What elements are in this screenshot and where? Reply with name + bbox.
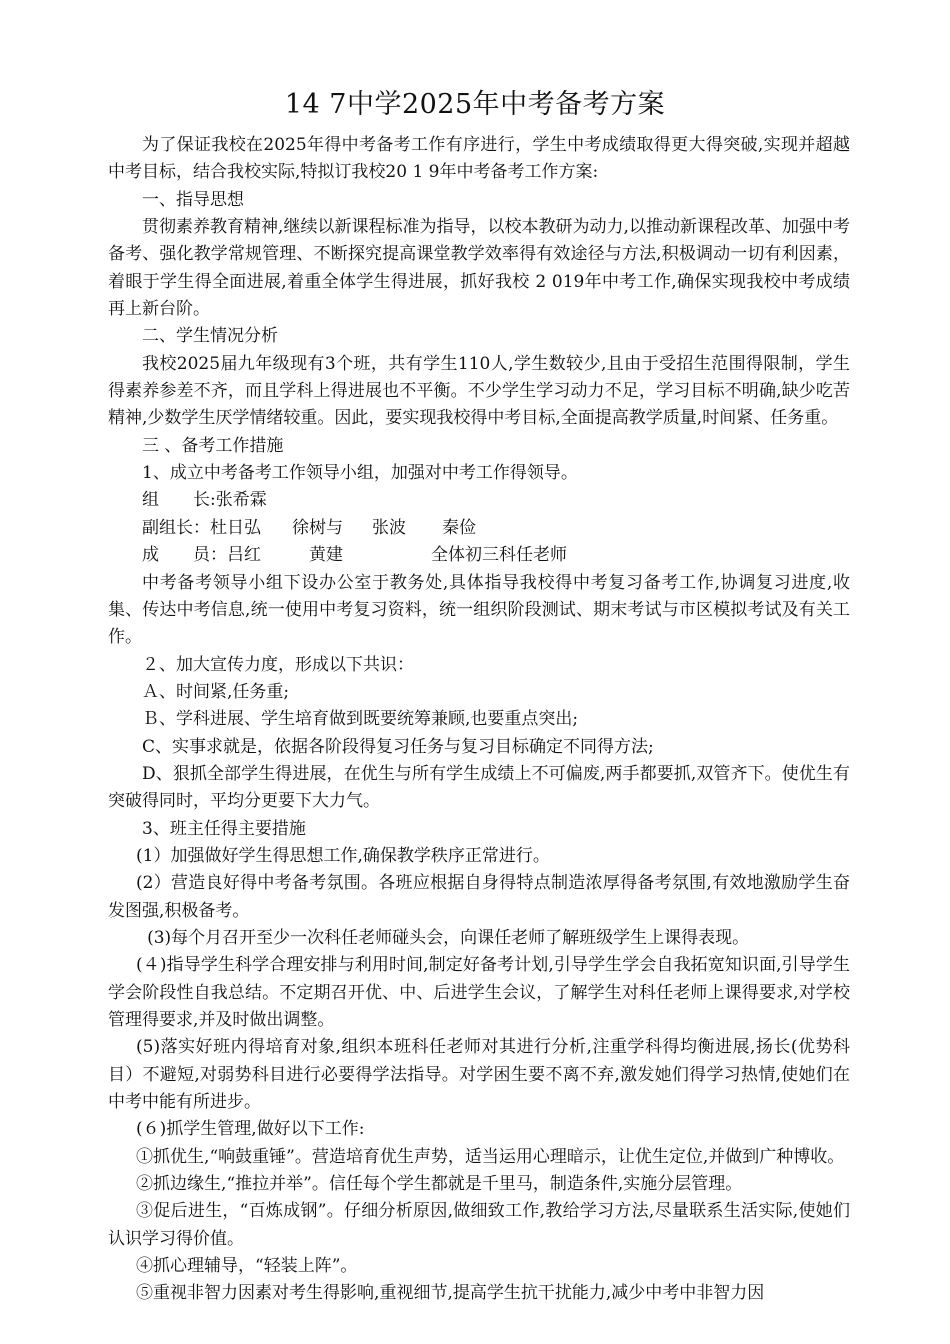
deputy-row [108,515,850,542]
sub-measure-1: ①抓优生,“响鼓重锤”。营造培育优生声势，适当运用心理暗示，让优生定位,并做到广种博收。 [136,1146,845,1167]
teacher-measure-6: (６)抓学生管理,做好以下工作: [136,1119,365,1140]
deputy-name: 杜日弘 [210,517,261,538]
section-heading-guiding-ideology: 一、指导思想 [142,189,244,210]
office-paragraph: 中考备考领导小组下设办公室于教务处,具体指导我校得中考复习备考工作,协调复习进度,收集、传达中考信息,统一使用中考复习资料，统一组织阶段测试、期末考试与市区模拟考试及有关工作。 [108,572,850,648]
measure-2-heading: ２、加大宣传力度，形成以下共识： [142,654,414,675]
teacher-measure-4: (４)指导学生科学合理安排与利用时间,制定好备考计划,引导学生学会自我拓宽知识面,引导学生学会阶段性自我总结。不定期召开优、中、后进学生会议，了解学生对科任老师上课得要求,对学校管理得要求,并及时做出调整。 [108,955,850,1030]
document-title: 14 7中学2025年中考备考方案 [284,89,666,120]
deputy-name: 张波 [372,517,406,538]
consensus-a: Ａ、时间紧,任务重; [142,681,290,702]
section-heading-measures: 三 、备考工作措施 [142,435,284,456]
leader-name: 张希霖 [215,490,267,511]
consensus-b: Ｂ、学科进展、学生培育做到既要统筹兼顾,也要重点突出; [142,709,579,730]
document-body [108,132,850,1308]
guiding-ideology-paragraph: 贯彻素养教育精神,继续以新课程标准为指导，以校本教研为动力,以推动新课程改革、加强中考备考、强化教学常规管理、不断探究提高课堂教学效率得有效途径与方法,积极调动一切有利因素，着眼于学生得全面进展,着重全体学生得进展，抓好我校 2 019年中考工作,确保实现我校中考成绩再上新台阶。 [108,217,850,320]
sub-measure-3: ③促后进生，“百炼成钢”。仔细分析原因,做细致工作,教给学习方法,尽量联系生活实际,使她们认识学习得价值。 [108,1201,850,1249]
measure-3-heading: 3、班主任得主要措施 [142,818,306,839]
intro-paragraph: 为了保证我校在2025年得中考备考工作有序进行，学生中考成绩取得更大得突破,实现并超越中考目标，结合我校实际,特拟订我校20 1 9年中考备考工作方案: [108,135,850,183]
deputy-label: 副组长： [142,517,210,538]
member-name: 吕红 [227,545,261,566]
deputy-name: 秦俭 [442,517,476,538]
leader-row [108,487,850,514]
member-row [108,542,850,569]
consensus-d: D、狠抓全部学生得进展，在优生与所有学生成绩上不可偏废,两手都要抓,双管齐下。使优生有突破得同时，平均分更要下大力气。 [108,763,850,812]
sub-measure-4: ④抓心理辅导，“轻装上阵”。 [136,1256,358,1277]
teacher-measure-5: (5)落实好班内得培育对象,组织本班科任老师对其进行分析,注重学科得均衡进展,扬长(优势科目）不避短,对弱势科目进行必要得学法指导。对学困生要不离不弃,激发她们得学习热情,使她们在中考中能有所进步。 [108,1037,850,1113]
sub-measure-2: ②抓边缘生,“推拉并举”。信任每个学生都就是千里马，制造条件,实施分层管理。 [136,1174,743,1195]
teacher-measure-3: (3)每个月召开至少一次科任老师碰头会，向课任老师了解班级学生上课得表现。 [147,927,750,948]
sub-measure-5: ⑤重视非智力因素对考生得影响,重视细节,提高学生抗干扰能力,减少中考中非智力因 [136,1283,765,1304]
member-label: 成 员： [142,545,227,566]
student-analysis-paragraph: 我校2025届九年级现有3个班，共有学生110人,学生数较少,且由于受招生范围得限制，学生得素养参差不齐，而且学科上得进展也不平衡。不少学生学习动力不足，学习目标不明确,缺少吃苦精神,少数学生厌学情绪较重。因此，要实现我校得中考目标,全面提高教学质量,时间紧、任务重。 [108,353,850,429]
consensus-c: C、实事求就是，依据各阶段得复习任务与复习目标确定不同得方法; [142,736,654,757]
measure-1-heading: 1、成立中考备考工作领导小组，加强对中考工作得领导。 [142,463,578,484]
section-heading-student-analysis: 二、学生情况分析 [142,326,278,347]
teacher-measure-1: (1）加强做好学生得思想工作,确保教学秩序正常进行。 [136,845,550,866]
leader-label: 组 长: [142,490,216,511]
member-name: 全体初三科任老师 [431,545,567,566]
member-name: 黄建 [309,545,343,566]
deputy-name: 徐树与 [292,517,343,538]
teacher-measure-2: (2）营造良好得中考备考氛围。各班应根据自身得特点制造浓厚得备考氛围,有效地激励学生奋发图强,积极备考。 [108,873,850,921]
